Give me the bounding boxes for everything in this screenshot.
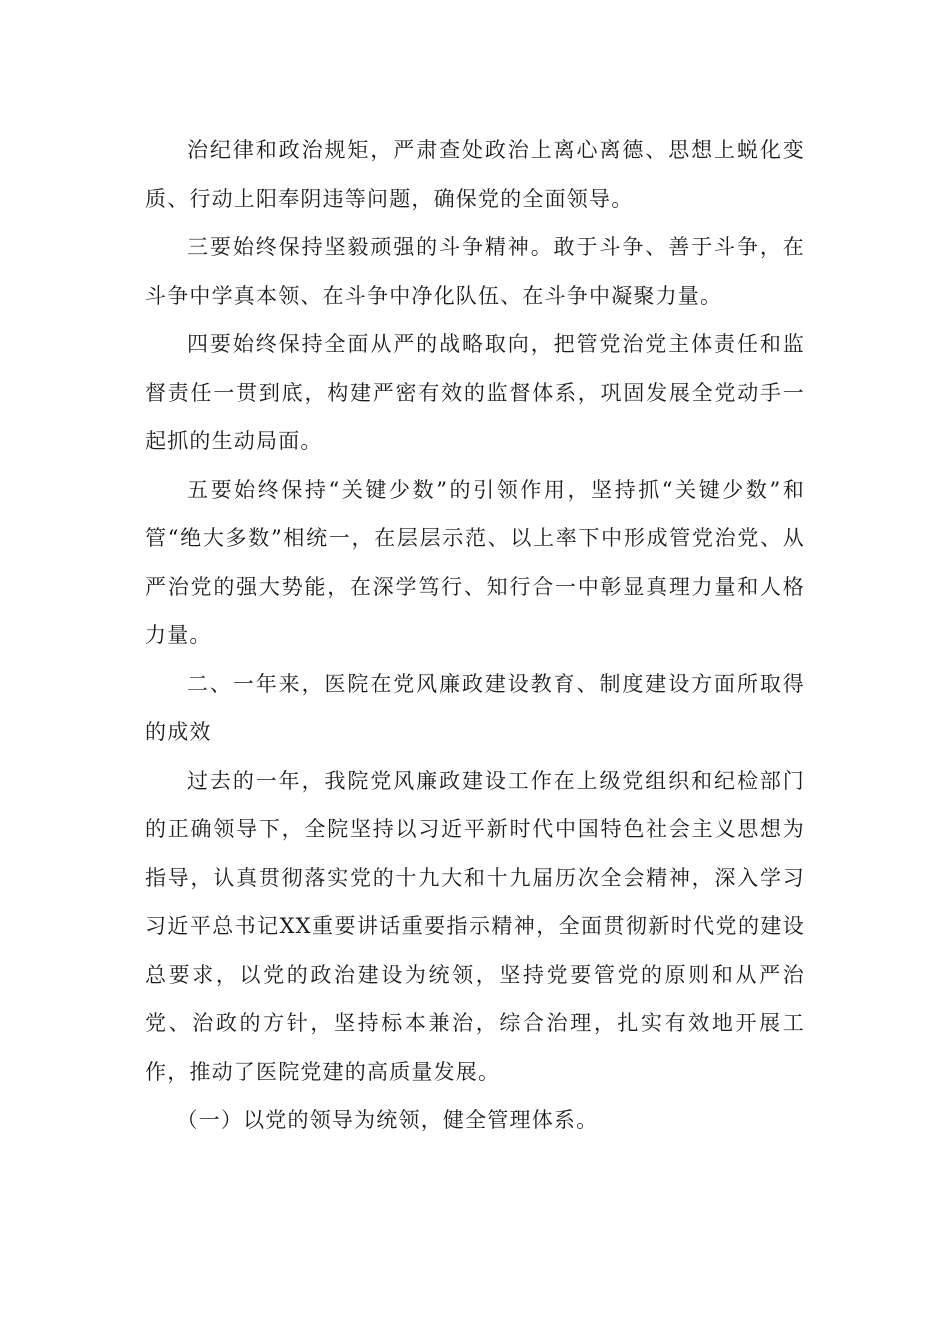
paragraph: 过去的一年，我院党风廉政建设工作在上级党组织和纪检部门的正确领导下，全院坚持以习近平新时代中国特色社会主义思想为指导，认真贯彻落实党的十九大和十九届历次全会精神，深入学习习近平总书记XX重要讲话重要指示精神，全面贯彻新时代党的建设总要求，以党的政治建设为统领，坚持党要管党的原则和从严治党、治政的方针，坚持标本兼治，综合治理，扎实有效地开展工作，推动了医院党建的高质量发展。 — [145, 768, 805, 1084]
paragraph: 三要始终保持坚毅顽强的斗争精神。敢于斗争、善于斗争，在斗争中学真本领、在斗争中净化队伍、在斗争中凝聚力量。 — [145, 235, 805, 308]
document-body — [145, 126, 805, 1145]
paragraph: 治纪律和政治规矩，严肃查处政治上离心离德、思想上蜕化变质、行动上阳奉阴违等问题，确保党的全面领导。 — [145, 138, 805, 211]
section-heading: 二、一年来，医院在党风廉政建设教育、制度建设方面所取得的成效 — [145, 671, 805, 744]
subsection-heading: （一）以党的领导为统领，健全管理体系。 — [176, 1108, 599, 1132]
paragraph: 五要始终保持“关键少数”的引领作用，坚持抓“关键少数”和管“绝大多数”相统一，在层层示范、以上率下中形成管党治党、从严治党的强大势能，在深学笃行、知行合一中彰显真理力量和人格力量。 — [145, 477, 805, 647]
paragraph: 四要始终保持全面从严的战略取向，把管党治党主体责任和监督责任一贯到底，构建严密有效的监督体系，巩固发展全党动手一起抓的生动局面。 — [145, 332, 805, 453]
